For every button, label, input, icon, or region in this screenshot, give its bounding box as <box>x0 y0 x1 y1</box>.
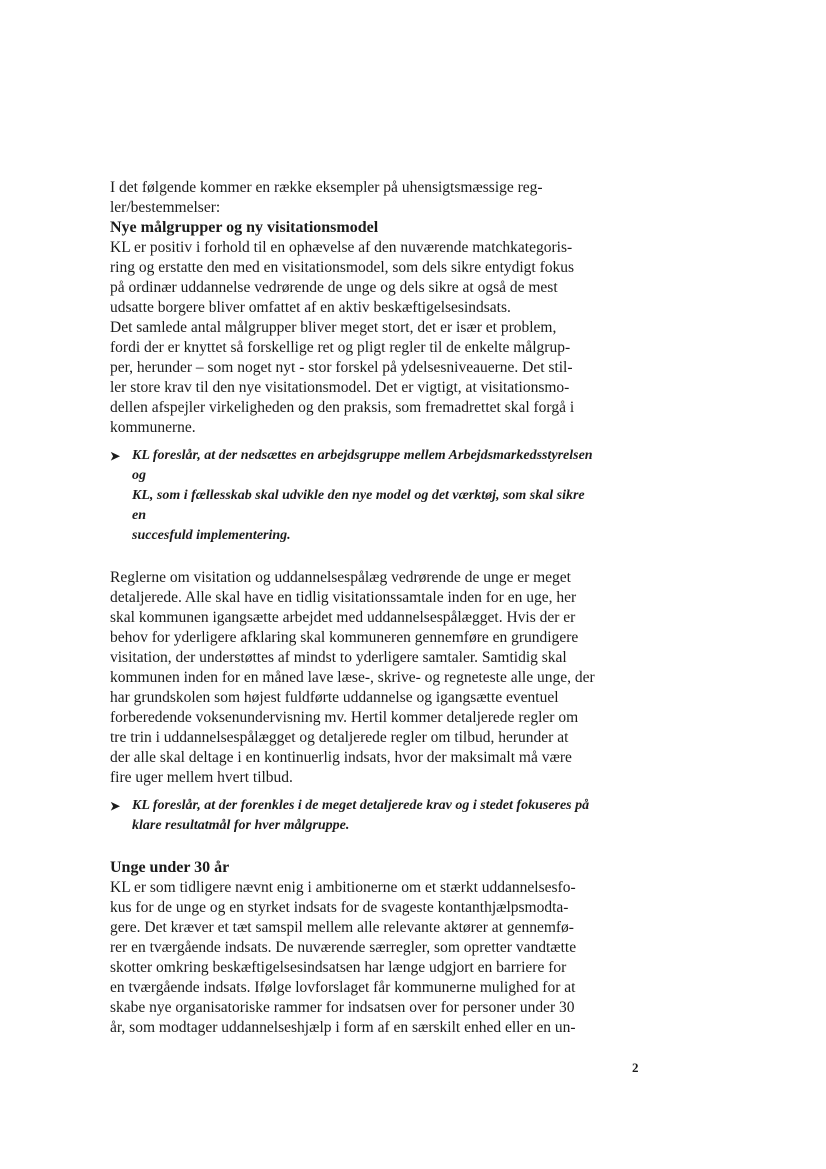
text-line: fire uger mellem hvert tilbud. <box>110 769 293 786</box>
text-line: har grundskolen som højest fuldførte uddannelse og igangsætte eventuel <box>110 689 559 706</box>
text-line: der alle skal deltage i en kontinuerlig indsats, hvor der maksimalt må være <box>110 749 572 766</box>
bullet-line: KL foreslår, at der forenkles i de meget detaljerede krav og i stedet fokuseres på <box>132 798 590 813</box>
text-line: detaljerede. Alle skal have en tidlig visitationssamtale inden for en uge, her <box>110 589 577 606</box>
text-line: per, herunder – som noget nyt - stor forskel på ydelsesniveauerne. Det stil- <box>110 359 573 376</box>
paragraph <box>110 878 596 1038</box>
text-line: på ordinær uddannelse vedrørende de unge og dels sikre at også de mest <box>110 279 558 296</box>
text-line: ler store krav til den nye visitationsmodel. Det er vigtigt, at visitationsmo- <box>110 379 570 396</box>
text-line: en tværgående indsats. Ifølge lovforslaget får kommunerne mulighed for at <box>110 979 576 996</box>
bullet-line: succesfuld implementering. <box>132 528 291 543</box>
paragraph <box>110 318 596 438</box>
text-line: Det samlede antal målgrupper bliver meget stort, det er især et problem, <box>110 319 557 336</box>
text-line: dellen afspejler virkeligheden og den praksis, som fremadrettet skal forgå i <box>110 399 575 416</box>
page-number: 2 <box>632 1060 639 1075</box>
text-line: KL er positiv i forhold til en ophævelse af den nuværende matchkategoris- <box>110 239 573 256</box>
text-line: kus for de unge og en styrket indsats for de svageste kontanthjælpsmodta- <box>110 899 569 916</box>
text-line: forberedende voksenundervisning mv. Hertil kommer detaljerede regler om <box>110 709 579 726</box>
paragraph <box>110 568 596 788</box>
text-line: behov for yderligere afklaring skal kommuneren gennemføre en grundigere <box>110 629 579 646</box>
intro-line: ler/bestemmelser: <box>110 199 221 216</box>
text-line: skal kommunen igangsætte arbejdet med uddannelsespålægget. Hvis der er <box>110 609 576 626</box>
text-line: kommunen inden for en måned lave læse-, skrive- og regneteste alle unge, der <box>110 669 595 686</box>
proposal-bullet <box>110 446 596 546</box>
bullet-line: KL foreslår, at der nedsættes en arbejdsgruppe mellem Arbejdsmarkedsstyrelsen og <box>132 448 593 483</box>
text-line: ring og erstatte den med en visitationsmodel, som dels sikre entydigt fokus <box>110 259 575 276</box>
text-line: skotter omkring beskæftigelsesindsatsen har længe udgjort en barriere for <box>110 959 567 976</box>
intro-line: I det følgende kommer en række eksempler på uhensigtsmæssige reg- <box>110 179 543 196</box>
text-line: rer en tværgående indsats. De nuværende særregler, som opretter vandtætte <box>110 939 577 956</box>
document-body <box>110 178 596 1038</box>
text-line: visitation, der understøttes af mindst to yderligere samtaler. Samtidig skal <box>110 649 567 666</box>
text-line: KL er som tidligere nævnt enig i ambitionerne om et stærkt uddannelsesfo- <box>110 879 576 896</box>
intro-paragraph <box>110 178 596 218</box>
text-line: tre trin i uddannelsespålægget og detaljerede regler om tilbud, herunder at <box>110 729 569 746</box>
text-line: kommunerne. <box>110 419 196 436</box>
proposal-bullet <box>110 796 596 836</box>
text-line: fordi der er knyttet så forskellige ret og pligt regler til de enkelte målgrup- <box>110 339 571 356</box>
text-line: Reglerne om visitation og uddannelsespålæg vedrørende de unge er meget <box>110 569 571 586</box>
bullet-line: KL, som i fællesskab skal udvikle den nye model og det værktøj, som skal sikre en <box>132 488 585 523</box>
text-line: udsatte borgere bliver omfattet af en aktiv beskæftigelsesindsats. <box>110 299 511 316</box>
section-heading-under-30: Unge under 30 år <box>110 859 230 876</box>
text-line: gere. Det kræver et tæt samspil mellem alle relevante aktører at gennemfø- <box>110 919 574 936</box>
text-line: år, som modtager uddannelseshjælp i form af en særskilt enhed eller en un- <box>110 1019 576 1036</box>
paragraph <box>110 238 596 318</box>
section-heading-target-groups: Nye målgrupper og ny visitationsmodel <box>110 219 379 236</box>
text-line: skabe nye organisatoriske rammer for indsatsen over for personer under 30 <box>110 999 575 1016</box>
arrowhead-bullet-icon: ➤ <box>110 449 121 463</box>
arrowhead-bullet-icon: ➤ <box>110 799 121 813</box>
bullet-line: klare resultatmål for hver målgruppe. <box>132 818 350 833</box>
